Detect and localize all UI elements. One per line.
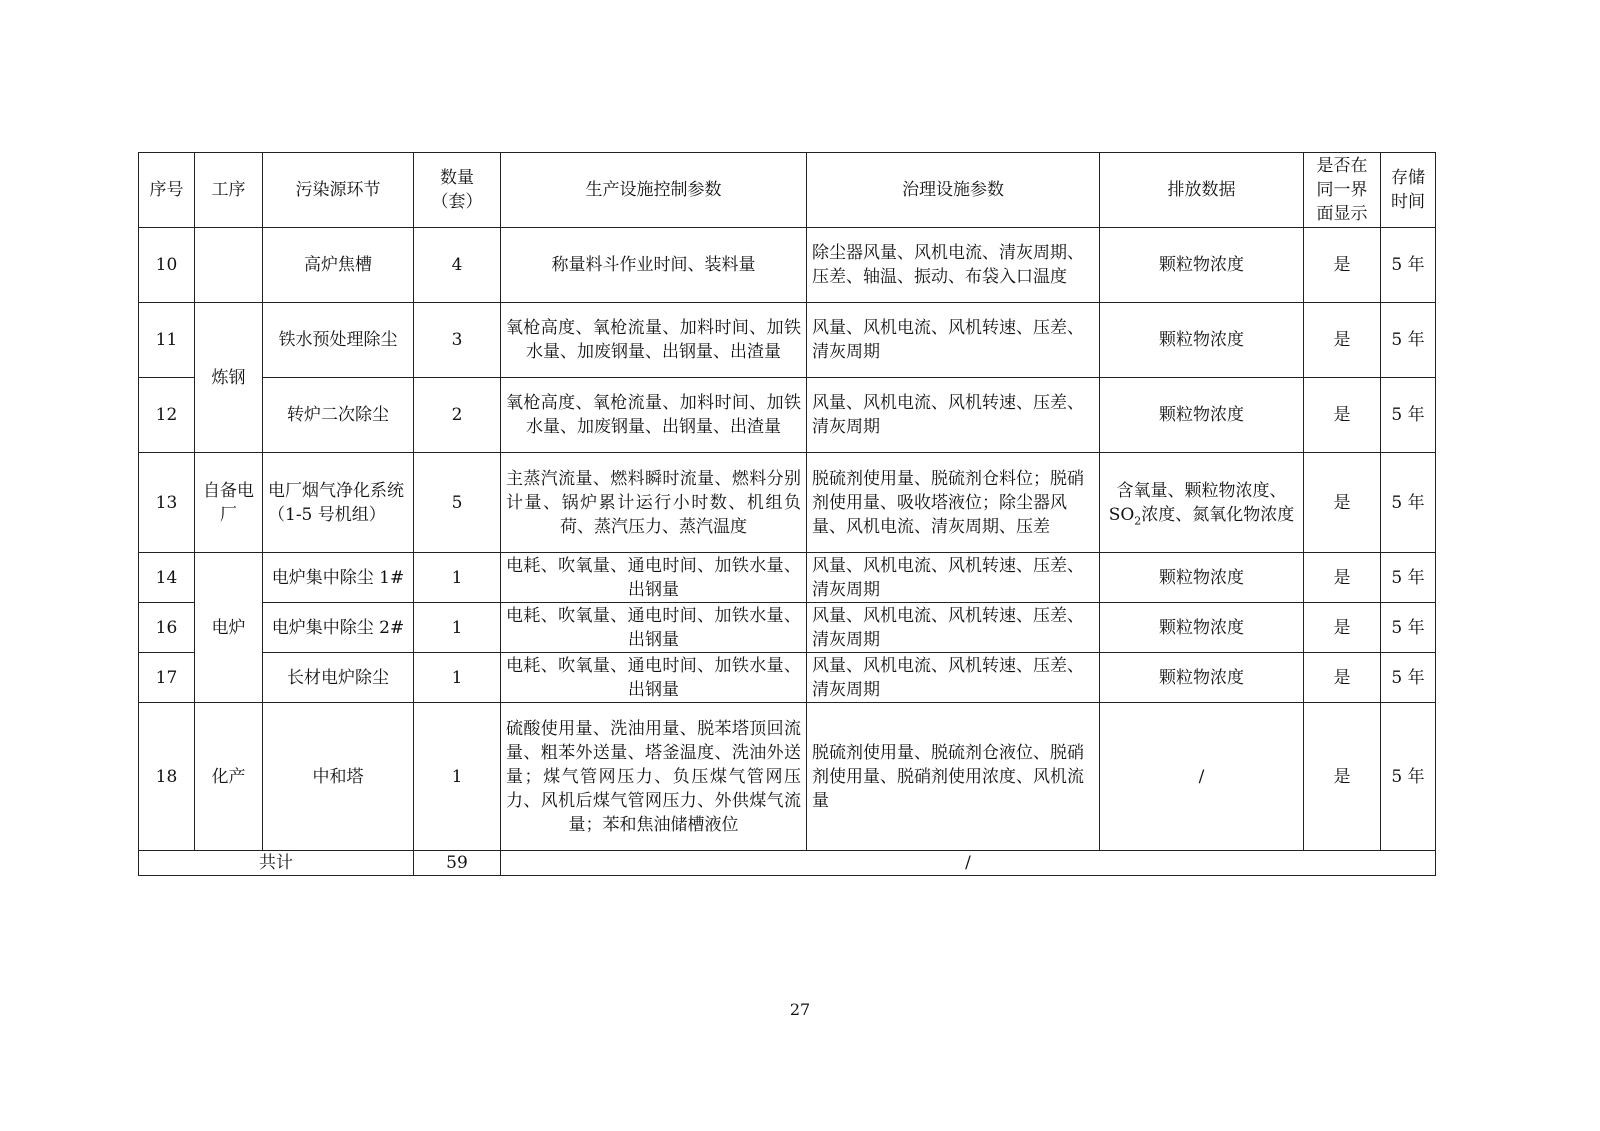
emission-part-c: 浓度、氮氧化物浓度 (1141, 504, 1295, 525)
cell-emission: 颗粒物浓度 (1100, 653, 1304, 703)
cell-seq: 14 (139, 553, 195, 603)
header-same-line3: 面显示 (1316, 204, 1368, 224)
cell-emission: 颗粒物浓度 (1100, 303, 1304, 378)
cell-source: 中和塔 (263, 703, 414, 851)
header-source: 污染源环节 (263, 153, 414, 228)
header-store-line1: 存储 (1391, 168, 1425, 188)
cell-prod-params: 电耗、吹氧量、通电时间、加铁水量、出钢量 (501, 603, 807, 653)
cell-emission: / (1100, 703, 1304, 851)
cell-storage: 5 年 (1381, 228, 1436, 303)
page-number: 27 (789, 1000, 811, 1019)
cell-process: 化产 (195, 703, 263, 851)
cell-same-screen: 是 (1304, 228, 1381, 303)
cell-seq: 12 (139, 378, 195, 453)
table-row (139, 703, 1436, 851)
cell-source: 电炉集中除尘 2# (263, 603, 414, 653)
cell-same-screen: 是 (1304, 303, 1381, 378)
cell-source: 电厂烟气净化系统（1-5 号机组） (263, 453, 414, 553)
cell-emission: 颗粒物浓度 (1100, 603, 1304, 653)
cell-treat-params: 脱硫剂使用量、脱硫剂仓液位、脱硝剂使用量、脱硝剂使用浓度、风机流量 (807, 703, 1100, 851)
total-rest: / (501, 851, 1436, 876)
cell-same-screen: 是 (1304, 603, 1381, 653)
cell-qty: 1 (414, 653, 501, 703)
data-table (138, 152, 1436, 876)
cell-treat-params: 风量、风机电流、风机转速、压差、清灰周期 (807, 378, 1100, 453)
cell-source: 转炉二次除尘 (263, 378, 414, 453)
cell-qty: 1 (414, 553, 501, 603)
total-row (139, 851, 1436, 876)
cell-prod-params: 电耗、吹氧量、通电时间、加铁水量、出钢量 (501, 553, 807, 603)
cell-source: 电炉集中除尘 1# (263, 553, 414, 603)
cell-prod-params: 氧枪高度、氧枪流量、加料时间、加铁水量、加废钢量、出钢量、出渣量 (501, 378, 807, 453)
header-store-line2: 时间 (1391, 192, 1425, 212)
header-qty (414, 153, 501, 228)
header-treat-params: 治理设施参数 (807, 153, 1100, 228)
cell-treat-params: 风量、风机电流、风机转速、压差、清灰周期 (807, 303, 1100, 378)
cell-seq: 13 (139, 453, 195, 553)
cell-qty: 1 (414, 603, 501, 653)
cell-prod-params: 硫酸使用量、洗油用量、脱苯塔顶回流量、粗苯外送量、塔釜温度、洗油外送量；煤气管网压力、负压煤气管网压力、风机后煤气管网压力、外供煤气流量；苯和焦油储槽液位 (501, 703, 807, 851)
cell-treat-params: 风量、风机电流、风机转速、压差、清灰周期 (807, 603, 1100, 653)
cell-same-screen: 是 (1304, 553, 1381, 603)
cell-emission: 颗粒物浓度 (1100, 378, 1304, 453)
cell-same-screen: 是 (1304, 453, 1381, 553)
header-same-screen (1304, 153, 1381, 228)
cell-emission: 颗粒物浓度 (1100, 228, 1304, 303)
cell-emission: 颗粒物浓度 (1100, 553, 1304, 603)
cell-prod-params: 主蒸汽流量、燃料瞬时流量、燃料分别计量、锅炉累计运行小时数、机组负荷、蒸汽压力、蒸汽温度 (501, 453, 807, 553)
header-seq: 序号 (139, 153, 195, 228)
header-storage (1381, 153, 1436, 228)
cell-same-screen: 是 (1304, 703, 1381, 851)
header-process: 工序 (195, 153, 263, 228)
cell-treat-params: 除尘器风量、风机电流、清灰周期、压差、轴温、振动、布袋入口温度 (807, 228, 1100, 303)
header-same-line1: 是否在 (1316, 156, 1368, 176)
cell-storage: 5 年 (1381, 603, 1436, 653)
total-qty: 59 (414, 851, 501, 876)
cell-seq: 17 (139, 653, 195, 703)
emission-part-a: 含氧量、颗粒物浓度、 (1116, 480, 1287, 501)
cell-process (195, 228, 263, 303)
cell-source: 高炉焦槽 (263, 228, 414, 303)
table-row (139, 653, 1436, 703)
cell-seq: 18 (139, 703, 195, 851)
cell-seq: 10 (139, 228, 195, 303)
table-row (139, 378, 1436, 453)
header-row (139, 153, 1436, 228)
cell-storage: 5 年 (1381, 703, 1436, 851)
cell-process: 炼钢 (195, 303, 263, 453)
cell-storage: 5 年 (1381, 653, 1436, 703)
cell-same-screen: 是 (1304, 378, 1381, 453)
cell-seq: 11 (139, 303, 195, 378)
cell-storage: 5 年 (1381, 378, 1436, 453)
header-qty-line1: 数量 (440, 168, 474, 188)
cell-process: 自备电厂 (195, 453, 263, 553)
cell-same-screen: 是 (1304, 653, 1381, 703)
cell-treat-params: 脱硫剂使用量、脱硫剂仓料位；脱硝剂使用量、吸收塔液位；除尘器风量、风机电流、清灰周期、压差 (807, 453, 1100, 553)
cell-qty: 1 (414, 703, 501, 851)
header-same-line2: 同一界 (1316, 180, 1368, 200)
cell-storage: 5 年 (1381, 553, 1436, 603)
cell-qty: 3 (414, 303, 501, 378)
emission-subscript: 2 (1134, 513, 1142, 527)
cell-storage: 5 年 (1381, 303, 1436, 378)
cell-seq: 16 (139, 603, 195, 653)
cell-qty: 4 (414, 228, 501, 303)
emission-so: SO (1108, 504, 1135, 525)
cell-treat-params: 风量、风机电流、风机转速、压差、清灰周期 (807, 653, 1100, 703)
header-emission: 排放数据 (1100, 153, 1304, 228)
cell-treat-params: 风量、风机电流、风机转速、压差、清灰周期 (807, 553, 1100, 603)
cell-process: 电炉 (195, 553, 263, 703)
cell-prod-params: 电耗、吹氧量、通电时间、加铁水量、出钢量 (501, 653, 807, 703)
cell-source: 长材电炉除尘 (263, 653, 414, 703)
table-row (139, 453, 1436, 553)
table-row (139, 228, 1436, 303)
header-qty-line2: （套） (431, 192, 483, 212)
table-row (139, 553, 1436, 603)
header-prod-params: 生产设施控制参数 (501, 153, 807, 228)
cell-emission (1100, 453, 1304, 553)
cell-prod-params: 氧枪高度、氧枪流量、加料时间、加铁水量、加废钢量、出钢量、出渣量 (501, 303, 807, 378)
table-row (139, 603, 1436, 653)
table-row (139, 303, 1436, 378)
cell-storage: 5 年 (1381, 453, 1436, 553)
cell-source: 铁水预处理除尘 (263, 303, 414, 378)
total-label: 共计 (139, 851, 414, 876)
cell-prod-params: 称量料斗作业时间、装料量 (501, 228, 807, 303)
cell-qty: 5 (414, 453, 501, 553)
cell-qty: 2 (414, 378, 501, 453)
